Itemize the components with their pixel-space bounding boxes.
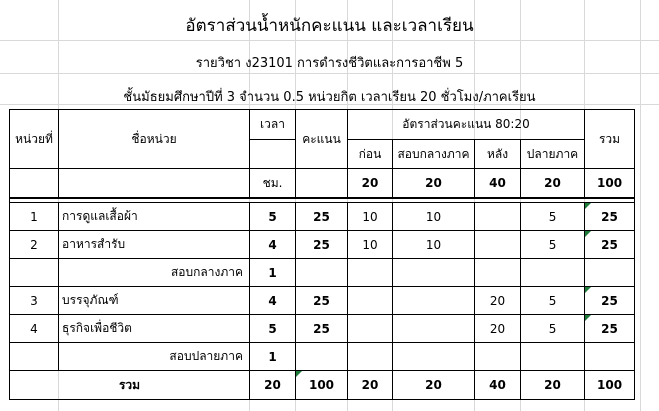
unit-score[interactable] xyxy=(296,343,348,371)
unit-total[interactable] xyxy=(585,343,635,371)
table-row xyxy=(10,203,635,231)
header-midterm[interactable]: สอบกลางภาค xyxy=(393,140,475,169)
weight-total[interactable]: 100 xyxy=(585,169,635,199)
unit-name[interactable]: การดูแลเสื้อผ้า xyxy=(59,203,250,231)
table-row xyxy=(10,259,635,287)
score-before[interactable]: 10 xyxy=(348,231,393,259)
totals-final[interactable]: 20 xyxy=(521,371,585,400)
score-after[interactable] xyxy=(475,203,521,231)
unit-score[interactable] xyxy=(296,259,348,287)
unit-number[interactable]: 3 xyxy=(10,287,59,315)
score-after[interactable]: 20 xyxy=(475,315,521,343)
unit-number[interactable] xyxy=(10,259,59,287)
score-midterm[interactable] xyxy=(393,259,475,287)
unit-hours[interactable]: 4 xyxy=(250,231,296,259)
unit-score[interactable]: 25 xyxy=(296,315,348,343)
score-midterm[interactable]: 10 xyxy=(393,203,475,231)
score-final[interactable]: 5 xyxy=(521,203,585,231)
unit-total[interactable] xyxy=(585,259,635,287)
header-after[interactable]: หลัง xyxy=(475,140,521,169)
weight-before[interactable]: 20 xyxy=(348,169,393,199)
unit-hours[interactable]: 1 xyxy=(250,259,296,287)
unit-name[interactable]: อาหารสำรับ xyxy=(59,231,250,259)
header-time-empty[interactable] xyxy=(250,140,296,169)
sheet-title: อัตราส่วนน้ำหนักคะแนน และเวลาเรียน xyxy=(185,16,474,36)
unit-name[interactable]: สอบปลายภาค xyxy=(59,343,250,371)
totals-score[interactable]: 100 xyxy=(296,371,348,400)
unit-number[interactable]: 4 xyxy=(10,315,59,343)
totals-midterm[interactable]: 20 xyxy=(393,371,475,400)
unit-score[interactable]: 25 xyxy=(296,203,348,231)
score-before[interactable]: 10 xyxy=(348,203,393,231)
unit-number[interactable] xyxy=(10,343,59,371)
unit-total[interactable]: 25 xyxy=(585,231,635,259)
unit-name[interactable]: ธุรกิจเพื่อชีวิต xyxy=(59,315,250,343)
score-final[interactable]: 5 xyxy=(521,231,585,259)
table-row xyxy=(10,315,635,343)
score-after[interactable] xyxy=(475,231,521,259)
score-midterm[interactable]: 10 xyxy=(393,231,475,259)
table-row xyxy=(10,231,635,259)
header-final[interactable]: ปลายภาค xyxy=(521,140,585,169)
score-after[interactable] xyxy=(475,259,521,287)
unit-hours[interactable]: 5 xyxy=(250,203,296,231)
header-before[interactable]: ก่อน xyxy=(348,140,393,169)
totals-row xyxy=(10,371,635,400)
table-row xyxy=(10,287,635,315)
weight-midterm[interactable]: 20 xyxy=(393,169,475,199)
score-before[interactable] xyxy=(348,343,393,371)
score-midterm[interactable] xyxy=(393,343,475,371)
table-row xyxy=(10,343,635,371)
unit-number[interactable]: 1 xyxy=(10,203,59,231)
unit-hours[interactable]: 1 xyxy=(250,343,296,371)
score-midterm[interactable] xyxy=(393,315,475,343)
unit-score[interactable]: 25 xyxy=(296,287,348,315)
score-final[interactable] xyxy=(521,259,585,287)
cell-empty[interactable] xyxy=(10,169,59,199)
unit-hours[interactable]: 4 xyxy=(250,287,296,315)
subject-line: รายวิชา ง23101 การดำรงชีวิตและการอาชีพ 5 xyxy=(195,56,464,71)
score-before[interactable] xyxy=(348,259,393,287)
cell-empty[interactable] xyxy=(296,169,348,199)
header-total[interactable]: รวม xyxy=(585,110,635,169)
header-unit[interactable]: หน่วยที่ xyxy=(10,110,59,169)
unit-score[interactable]: 25 xyxy=(296,231,348,259)
totals-before[interactable]: 20 xyxy=(348,371,393,400)
score-before[interactable] xyxy=(348,315,393,343)
weight-final[interactable]: 20 xyxy=(521,169,585,199)
score-final[interactable]: 5 xyxy=(521,315,585,343)
score-ratio-table xyxy=(9,109,635,400)
totals-label[interactable]: รวม xyxy=(10,371,250,400)
score-final[interactable] xyxy=(521,343,585,371)
score-after[interactable] xyxy=(475,343,521,371)
score-after[interactable]: 20 xyxy=(475,287,521,315)
score-before[interactable] xyxy=(348,287,393,315)
weight-after[interactable]: 40 xyxy=(475,169,521,199)
header-time[interactable]: เวลา xyxy=(250,110,296,140)
unit-hours[interactable]: 5 xyxy=(250,315,296,343)
header-score[interactable]: คะแนน xyxy=(296,110,348,169)
score-midterm[interactable] xyxy=(393,287,475,315)
totals-after[interactable]: 40 xyxy=(475,371,521,400)
totals-hours[interactable]: 20 xyxy=(250,371,296,400)
unit-name[interactable]: สอบกลางภาค xyxy=(59,259,250,287)
cell-empty[interactable] xyxy=(59,169,250,199)
unit-number[interactable]: 2 xyxy=(10,231,59,259)
unit-total[interactable]: 25 xyxy=(585,287,635,315)
header-hours[interactable]: ชม. xyxy=(250,169,296,199)
score-final[interactable]: 5 xyxy=(521,287,585,315)
unit-total[interactable]: 25 xyxy=(585,315,635,343)
totals-total[interactable]: 100 xyxy=(585,371,635,400)
unit-total[interactable]: 25 xyxy=(585,203,635,231)
header-name[interactable]: ชื่อหน่วย xyxy=(59,110,250,169)
unit-name[interactable]: บรรจุภัณฑ์ xyxy=(59,287,250,315)
level-line: ชั้นมัธยมศึกษาปีที่ 3 จำนวน 0.5 หน่วยกิต เวลาเรียน 20 ชั่วโมง/ภาคเรียน xyxy=(123,90,536,105)
header-ratio[interactable]: อัตราส่วนคะแนน 80:20 xyxy=(348,110,585,140)
